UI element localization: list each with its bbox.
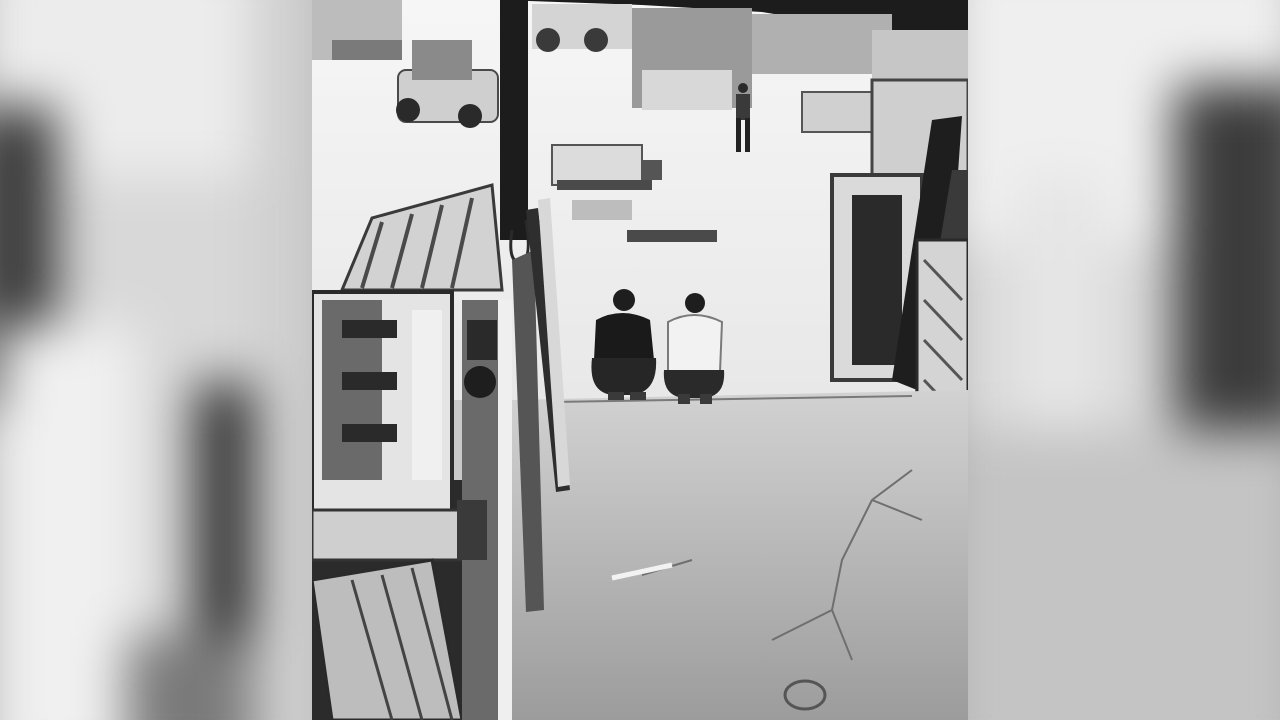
support-pole — [500, 0, 528, 240]
warehouse-photo — [312, 0, 968, 720]
blurred-background-left — [0, 0, 312, 720]
concrete-floor — [502, 390, 968, 720]
blurred-background-right — [968, 0, 1280, 720]
photo-canvas — [312, 0, 968, 720]
